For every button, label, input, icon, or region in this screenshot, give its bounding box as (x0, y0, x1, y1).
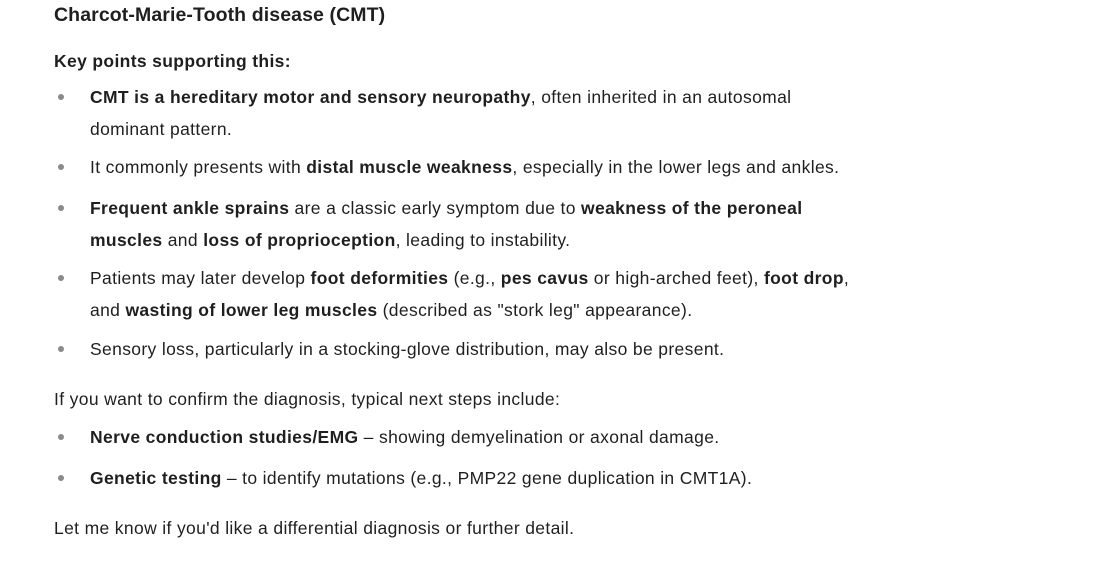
text: dominant pattern. (90, 118, 233, 139)
text: , especially in the lower legs and ankles. (512, 157, 840, 177)
list-item-text (90, 334, 920, 366)
list-item-text (90, 422, 920, 454)
next-steps-intro: If you want to confirm the diagnosis, typical next steps include: (54, 389, 561, 409)
text: and (90, 299, 126, 320)
text: – to identify mutations (e.g., PMP22 gene duplication in CMT1A). (221, 468, 753, 488)
text: (described as "stork leg" appearance). (377, 299, 693, 320)
bold-text: muscles (90, 229, 163, 250)
bold-text: CMT is a hereditary motor and sensory neuropathy (90, 87, 531, 107)
text: Patients may later develop (90, 268, 311, 288)
text: (e.g., (448, 268, 501, 288)
text: or high-arched feet), (588, 268, 764, 288)
bullet-icon (58, 164, 64, 170)
text: – showing demyelination or axonal damage. (358, 427, 720, 447)
list-item-text (90, 152, 920, 184)
bullet-icon (58, 475, 64, 481)
bullet-icon (58, 205, 64, 211)
list-item-text (90, 263, 920, 326)
bold-text: wasting of lower leg muscles (125, 299, 378, 320)
bold-text: Genetic testing (90, 468, 222, 488)
bullet-icon (58, 434, 64, 440)
bullet-icon (58, 346, 64, 352)
list-item-text (90, 463, 920, 495)
closing-text: Let me know if you'd like a differential diagnosis or further detail. (54, 518, 575, 538)
text: , often inherited in an autosomal (530, 87, 792, 107)
bullet-icon (58, 275, 64, 281)
text: , (843, 268, 850, 288)
bold-text: pes cavus (500, 268, 589, 288)
diagnosis-title: Charcot-Marie-Tooth disease (CMT) (54, 4, 386, 26)
text: and (162, 229, 204, 250)
bold-text: Nerve conduction studies/EMG (90, 427, 359, 447)
key-points-heading: Key points supporting this: (54, 51, 291, 71)
text: It commonly presents with (90, 157, 307, 177)
text: , leading to instability. (395, 229, 571, 250)
bold-text: foot drop (763, 268, 844, 288)
bold-text: foot deformities (310, 268, 449, 288)
text: Sensory loss, particularly in a stocking-glove distribution, may also be present. (90, 339, 725, 359)
bullet-icon (58, 94, 64, 100)
bold-text: weakness of the peroneal (581, 198, 803, 218)
list-item-text (90, 82, 920, 145)
text: are a classic early symptom due to (289, 198, 582, 218)
bold-text: Frequent ankle sprains (90, 198, 290, 218)
bold-text: distal muscle weakness (306, 157, 513, 177)
bold-text: loss of proprioception (203, 229, 396, 250)
list-item-text (90, 193, 920, 256)
